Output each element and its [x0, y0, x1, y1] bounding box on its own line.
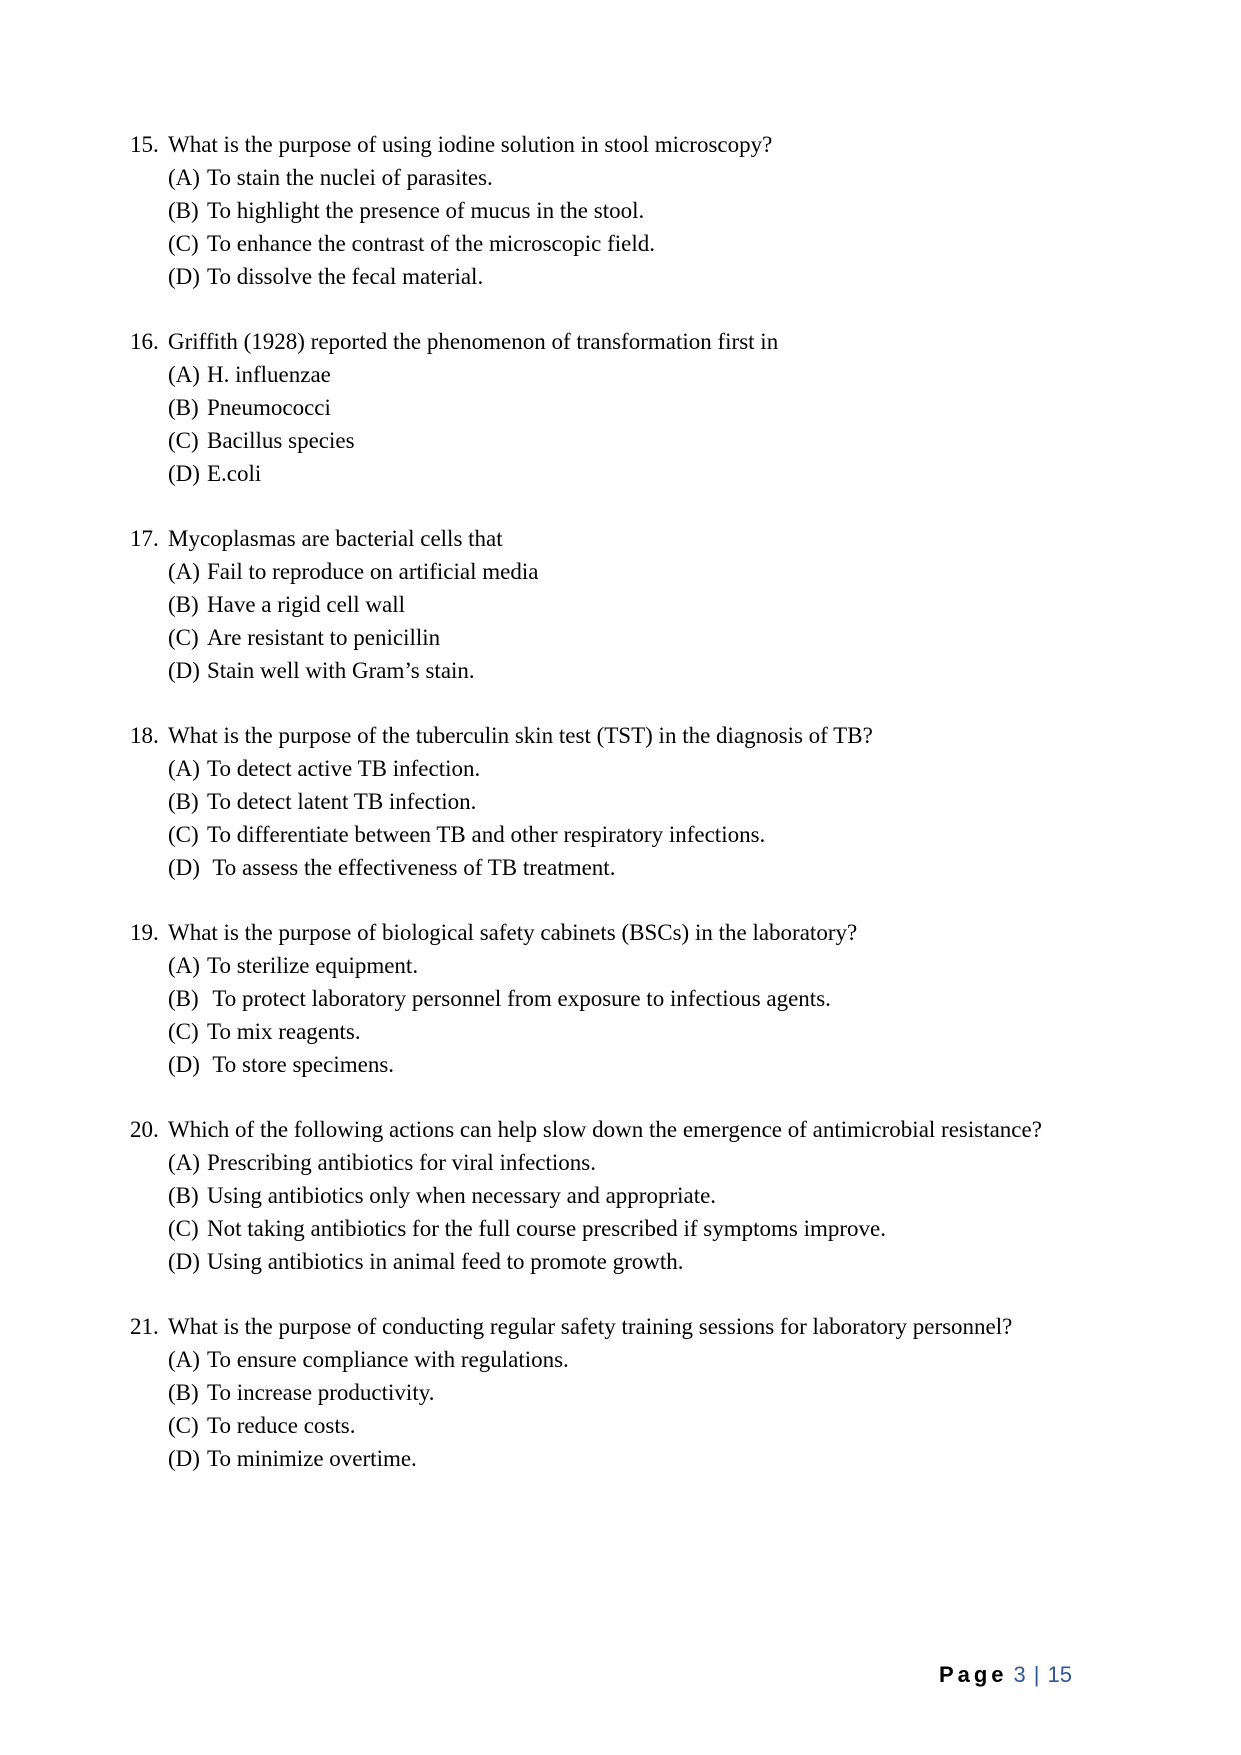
option-label: (A) [168, 165, 200, 190]
question-line [130, 522, 1130, 555]
question-block [130, 1113, 1130, 1278]
answer-option [130, 391, 1130, 424]
option-text: To detect latent TB infection. [207, 789, 477, 814]
answer-option [130, 1048, 1130, 1081]
option-text: Using antibiotics only when necessary and appropriate. [207, 1183, 717, 1208]
total-pages-number: 15 [1047, 1662, 1072, 1687]
option-label: (B) [168, 198, 199, 223]
answer-option [130, 1212, 1130, 1245]
option-label: (C) [168, 1216, 199, 1241]
answer-option [130, 588, 1130, 621]
answer-option [130, 227, 1130, 260]
option-text: E.coli [207, 461, 262, 486]
answer-option [130, 358, 1130, 391]
option-label: (C) [168, 1413, 199, 1438]
option-text: To stain the nuclei of parasites. [207, 165, 493, 190]
answer-option [130, 260, 1130, 293]
option-label: (D) [168, 1052, 200, 1077]
answer-option [130, 752, 1130, 785]
answer-option [130, 1245, 1130, 1278]
page-separator: | [1033, 1662, 1040, 1687]
question-text: Mycoplasmas are bacterial cells that [168, 526, 503, 551]
answer-option [130, 982, 1130, 1015]
option-text: Bacillus species [207, 428, 355, 453]
answer-option [130, 457, 1130, 490]
option-text: H. influenzae [207, 362, 331, 387]
question-number: 17. [130, 526, 159, 551]
answer-option [130, 1015, 1130, 1048]
question-block [130, 916, 1130, 1081]
answer-option [130, 194, 1130, 227]
option-text: Pneumococci [207, 395, 331, 420]
answer-option [130, 1179, 1130, 1212]
option-label: (A) [168, 756, 200, 781]
question-line [130, 1113, 1130, 1146]
question-line [130, 128, 1130, 161]
option-text: To protect laboratory personnel from exposure to infectious agents. [207, 986, 831, 1011]
option-text: Fail to reproduce on artificial media [207, 559, 539, 584]
option-label: (C) [168, 1019, 199, 1044]
question-text: Griffith (1928) reported the phenomenon of transformation first in [168, 329, 779, 354]
page-word: Page [938, 1662, 1008, 1687]
option-label: (B) [168, 1380, 199, 1405]
answer-option [130, 1146, 1130, 1179]
option-text: Stain well with Gram’s stain. [207, 658, 475, 683]
answer-option [130, 785, 1130, 818]
question-number: 19. [130, 920, 159, 945]
question-text: What is the purpose of conducting regular safety training sessions for laboratory personnel? [168, 1314, 1013, 1339]
option-text: To store specimens. [207, 1052, 395, 1077]
question-text: Which of the following actions can help slow down the emergence of antimicrobial resistance? [168, 1117, 1042, 1142]
answer-option [130, 621, 1130, 654]
answer-option [130, 1376, 1130, 1409]
question-line [130, 719, 1130, 752]
answer-option [130, 161, 1130, 194]
question-number: 21. [130, 1314, 159, 1339]
option-text: To enhance the contrast of the microscopic field. [207, 231, 655, 256]
option-text: To assess the effectiveness of TB treatment. [207, 855, 616, 880]
option-text: To increase productivity. [207, 1380, 435, 1405]
option-label: (B) [168, 592, 199, 617]
question-block [130, 1310, 1130, 1475]
option-text: To mix reagents. [207, 1019, 361, 1044]
option-text: Have a rigid cell wall [207, 592, 405, 617]
answer-option [130, 1409, 1130, 1442]
option-text: To differentiate between TB and other respiratory infections. [207, 822, 766, 847]
option-text: Prescribing antibiotics for viral infections. [207, 1150, 596, 1175]
question-block [130, 128, 1130, 293]
option-label: (B) [168, 395, 199, 420]
question-number: 16. [130, 329, 159, 354]
option-label: (C) [168, 428, 199, 453]
option-label: (D) [168, 461, 200, 486]
option-label: (A) [168, 1347, 200, 1372]
answer-option [130, 1442, 1130, 1475]
question-block [130, 522, 1130, 687]
option-label: (A) [168, 362, 200, 387]
answer-option [130, 851, 1130, 884]
option-label: (C) [168, 625, 199, 650]
option-label: (D) [168, 1249, 200, 1274]
question-text: What is the purpose of using iodine solution in stool microscopy? [168, 132, 773, 157]
option-label: (D) [168, 264, 200, 289]
option-text: To minimize overtime. [207, 1446, 417, 1471]
question-number: 18. [130, 723, 159, 748]
option-text: To ensure compliance with regulations. [207, 1347, 569, 1372]
option-label: (B) [168, 1183, 199, 1208]
option-text: To highlight the presence of mucus in the stool. [207, 198, 645, 223]
question-text: What is the purpose of the tuberculin skin test (TST) in the diagnosis of TB? [168, 723, 873, 748]
answer-option [130, 1343, 1130, 1376]
question-list [130, 128, 1130, 1507]
option-label: (D) [168, 1446, 200, 1471]
option-label: (C) [168, 231, 199, 256]
question-number: 20. [130, 1117, 159, 1142]
answer-option [130, 654, 1130, 687]
option-label: (A) [168, 953, 200, 978]
option-label: (D) [168, 855, 200, 880]
question-line [130, 1310, 1130, 1343]
option-label: (B) [168, 986, 199, 1011]
option-text: Not taking antibiotics for the full course prescribed if symptoms improve. [207, 1216, 886, 1241]
question-line [130, 325, 1130, 358]
answer-option [130, 818, 1130, 851]
question-line [130, 916, 1130, 949]
question-block [130, 325, 1130, 490]
question-number: 15. [130, 132, 159, 157]
option-label: (A) [168, 559, 200, 584]
option-text: To sterilize equipment. [207, 953, 419, 978]
answer-option [130, 555, 1130, 588]
option-text: To dissolve the fecal material. [207, 264, 484, 289]
option-label: (B) [168, 789, 199, 814]
question-text: What is the purpose of biological safety cabinets (BSCs) in the laboratory? [168, 920, 858, 945]
question-block [130, 719, 1130, 884]
option-text: To detect active TB infection. [207, 756, 481, 781]
option-label: (A) [168, 1150, 200, 1175]
option-text: To reduce costs. [207, 1413, 356, 1438]
answer-option [130, 424, 1130, 457]
option-text: Using antibiotics in animal feed to promote growth. [207, 1249, 684, 1274]
option-label: (C) [168, 822, 199, 847]
answer-option [130, 949, 1130, 982]
current-page-number: 3 [1013, 1662, 1026, 1687]
page-footer [939, 1661, 1072, 1689]
option-label: (D) [168, 658, 200, 683]
option-text: Are resistant to penicillin [207, 625, 441, 650]
